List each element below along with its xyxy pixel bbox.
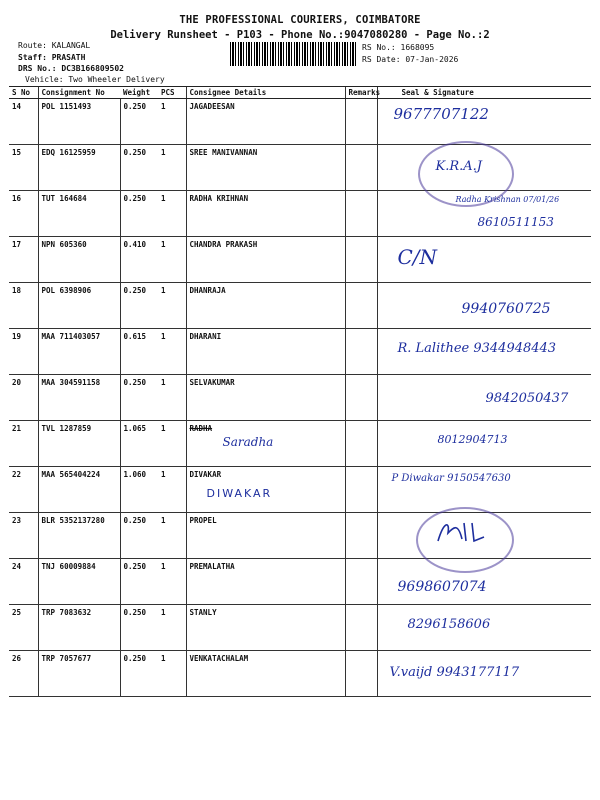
handwritten-phone: 8610511153	[477, 215, 554, 229]
cell-weight: 0.250	[120, 559, 158, 605]
rs-date-label: RS Date: 07-Jan-2026	[362, 55, 459, 64]
cell-consignment: TNJ 60009884	[38, 559, 120, 605]
cell-consignee: CHANDRA PRAKASH	[186, 237, 345, 283]
cell-consignee: DHANRAJA	[186, 283, 345, 329]
cell-consignment: NPN 605360	[38, 237, 120, 283]
cell-seal	[377, 283, 591, 329]
col-pcs: PCS	[158, 87, 186, 99]
barcode	[230, 42, 356, 66]
runsheet-table	[9, 86, 591, 697]
cell-pcs: 1	[158, 375, 186, 421]
cell-pcs: 1	[158, 605, 186, 651]
col-consignee: Consignee Details	[186, 87, 345, 99]
vehicle-label: Vehicle: Two Wheeler Delivery	[25, 75, 165, 84]
cell-consignment: BLR 5352137280	[38, 513, 120, 559]
handwritten-phone: 9940760725	[461, 301, 551, 317]
cell-seal	[377, 237, 591, 283]
cell-remarks	[345, 145, 377, 191]
cell-seal	[377, 145, 591, 191]
cell-remarks	[345, 605, 377, 651]
cell-seal	[377, 191, 591, 237]
table-row	[9, 513, 591, 559]
drs-label: DRS No.: DC3B166809502	[18, 64, 124, 73]
rs-no-label: RS No.: 1668095	[362, 43, 435, 52]
cell-weight: 0.250	[120, 513, 158, 559]
table-row	[9, 421, 591, 467]
cell-consignment: POL 1151493	[38, 99, 120, 145]
cell-consignment: MAA 304591158	[38, 375, 120, 421]
cell-remarks	[345, 329, 377, 375]
cell-pcs: 1	[158, 559, 186, 605]
cell-seal	[377, 99, 591, 145]
cell-consignee: SELVAKUMAR	[186, 375, 345, 421]
cell-weight: 0.250	[120, 605, 158, 651]
document-subtitle: Delivery Runsheet - P103 - Phone No.:9047080280 - Page No.:2	[110, 29, 490, 41]
cell-sno: 25	[9, 605, 38, 651]
cell-consignment: MAA 711403057	[38, 329, 120, 375]
cell-consignee: SREE MANIVANNAN	[186, 145, 345, 191]
stamp-text: Radha Krishnan 07/01/26	[455, 195, 560, 204]
cell-sno: 16	[9, 191, 38, 237]
handwritten-phone: 8012904713	[437, 433, 508, 446]
table-row	[9, 651, 591, 697]
handwritten-phone: 9698607074	[397, 579, 487, 595]
cell-seal	[377, 651, 591, 697]
document-title: THE PROFESSIONAL COURIERS, COIMBATORE	[179, 14, 421, 26]
cell-pcs: 1	[158, 237, 186, 283]
cell-consignment: POL 6398906	[38, 283, 120, 329]
cell-pcs: 1	[158, 513, 186, 559]
cell-remarks	[345, 237, 377, 283]
cell-sno: 19	[9, 329, 38, 375]
cell-consignment: MAA 565404224	[38, 467, 120, 513]
cell-remarks	[345, 467, 377, 513]
cell-remarks	[345, 375, 377, 421]
cell-remarks	[345, 651, 377, 697]
col-weight: Weight	[120, 87, 158, 99]
cell-sno: 22	[9, 467, 38, 513]
cell-pcs: 1	[158, 99, 186, 145]
cell-weight: 0.615	[120, 329, 158, 375]
cell-sno: 17	[9, 237, 38, 283]
table-row	[9, 145, 591, 191]
cell-pcs: 1	[158, 145, 186, 191]
cell-consignee: PROPEL	[186, 513, 345, 559]
table-row	[9, 237, 591, 283]
cell-consignee: RADHA KRIHNAN	[186, 191, 345, 237]
table-header-row	[9, 87, 591, 99]
cell-seal	[377, 467, 591, 513]
cell-seal	[377, 559, 591, 605]
cell-sno: 20	[9, 375, 38, 421]
handwritten-phone: 8296158606	[407, 617, 491, 632]
handwritten-signature: C/N	[397, 245, 438, 269]
route-label: Route: KALANGAL	[18, 41, 91, 50]
handwritten-signature: 9677707122	[393, 105, 489, 123]
table-row	[9, 99, 591, 145]
col-consignment: Consignment No	[38, 87, 120, 99]
handwritten-phone: 9842050437	[485, 391, 569, 406]
cell-consignee: PREMALATHA	[186, 559, 345, 605]
handwritten-signature: R. Lalithee 9344948443	[397, 341, 557, 356]
cell-sno: 24	[9, 559, 38, 605]
col-remarks: Remarks	[345, 87, 377, 99]
handwritten-name: DIWAKAR	[206, 487, 273, 500]
cell-consignee: DHARANI	[186, 329, 345, 375]
cell-sno: 15	[9, 145, 38, 191]
cell-weight: 0.250	[120, 283, 158, 329]
cell-remarks	[345, 283, 377, 329]
cell-pcs: 1	[158, 467, 186, 513]
cell-seal	[377, 513, 591, 559]
cell-sno: 18	[9, 283, 38, 329]
consignee-name: DIVAKAR	[189, 470, 222, 479]
cell-seal	[377, 375, 591, 421]
cell-pcs: 1	[158, 283, 186, 329]
cell-weight: 1.065	[120, 421, 158, 467]
cell-pcs: 1	[158, 329, 186, 375]
cell-weight: 0.250	[120, 651, 158, 697]
cell-consignee: STANLY	[186, 605, 345, 651]
table-row	[9, 191, 591, 237]
table-row	[9, 605, 591, 651]
cell-consignment: TUT 164684	[38, 191, 120, 237]
cell-remarks	[345, 513, 377, 559]
cell-consignment: TVL 1287859	[38, 421, 120, 467]
col-seal: Seal & Signature	[377, 87, 591, 99]
cell-remarks	[345, 559, 377, 605]
cell-pcs: 1	[158, 191, 186, 237]
table-row	[9, 467, 591, 513]
table-row	[9, 375, 591, 421]
cell-sno: 26	[9, 651, 38, 697]
handwritten-signature: V.vaijd 9943177117	[389, 665, 520, 680]
cell-consignment: EDQ 16125959	[38, 145, 120, 191]
handwritten-name: Saradha	[222, 435, 274, 449]
staff-label: Staff: PRASATH	[18, 53, 86, 62]
table-row	[9, 559, 591, 605]
cell-seal	[377, 421, 591, 467]
handwritten-signature: P Diwakar 9150547630	[391, 473, 511, 484]
cell-sno: 23	[9, 513, 38, 559]
cell-weight: 0.410	[120, 237, 158, 283]
cell-consignee	[186, 421, 345, 467]
cell-remarks	[345, 421, 377, 467]
cell-weight: 0.250	[120, 375, 158, 421]
cell-sno: 21	[9, 421, 38, 467]
cell-seal	[377, 605, 591, 651]
table-row	[9, 283, 591, 329]
handwritten-signature: K.R.A.J	[435, 159, 482, 174]
signature-scribble	[436, 519, 486, 545]
cell-weight: 1.060	[120, 467, 158, 513]
cell-weight: 0.250	[120, 145, 158, 191]
cell-consignment: TRP 7083632	[38, 605, 120, 651]
cell-remarks	[345, 191, 377, 237]
cell-consignee: JAGADEESAN	[186, 99, 345, 145]
cell-remarks	[345, 99, 377, 145]
cell-seal	[377, 329, 591, 375]
cell-consignment: TRP 7057677	[38, 651, 120, 697]
cell-consignee: VENKATACHALAM	[186, 651, 345, 697]
cell-weight: 0.250	[120, 191, 158, 237]
cell-pcs: 1	[158, 651, 186, 697]
cell-weight: 0.250	[120, 99, 158, 145]
col-sno: S No	[9, 87, 38, 99]
cell-pcs: 1	[158, 421, 186, 467]
cell-sno: 14	[9, 99, 38, 145]
cell-consignee	[186, 467, 345, 513]
table-row	[9, 329, 591, 375]
consignee-struck: RADHA	[189, 424, 213, 433]
